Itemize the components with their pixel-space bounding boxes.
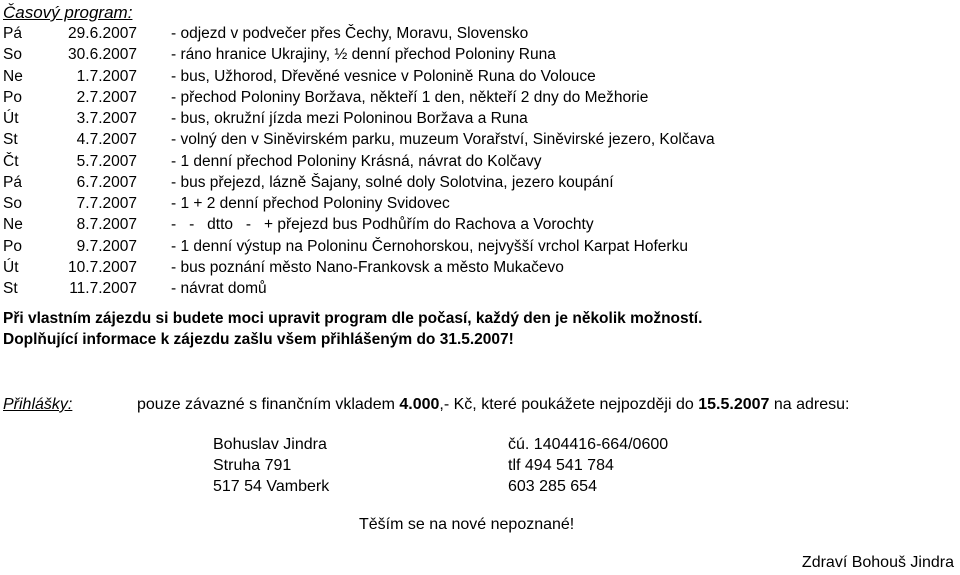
schedule-row <box>3 259 953 280</box>
schedule-date: 2.7.2007 <box>76 88 137 106</box>
schedule-description: - bus přejezd, lázně Šajany, solné doly Solotvina, jezero koupání <box>171 173 614 191</box>
applications-deadline: 15.5.2007 <box>698 396 770 413</box>
schedule-date: 30.6.2007 <box>68 46 137 64</box>
schedule-description: - 1 denní přechod Poloniny Krásná, návrat do Kolčavy <box>171 152 542 170</box>
schedule-description: - bus poznání město Nano-Frankovsk a město Mukačevo <box>171 258 564 276</box>
schedule-row <box>3 68 953 89</box>
schedule-description: - ráno hranice Ukrajiny, ½ denní přechod Poloniny Runa <box>171 46 556 64</box>
schedule-day: St <box>3 280 18 297</box>
schedule-row <box>3 216 953 237</box>
note-line-1: Při vlastním zájezdu si budete moci upravit program dle počasí, každý den je několik možností. <box>3 310 703 327</box>
address-phone: tlf 494 541 784 <box>508 457 614 474</box>
schedule-description: - bus, Užhorod, Dřevěné vesnice v Polonině Runa do Volouce <box>171 67 596 85</box>
schedule-date: 8.7.2007 <box>76 216 137 234</box>
schedule-day: St <box>3 131 18 149</box>
schedule-row <box>3 174 953 195</box>
schedule-description: - odjezd v podvečer přes Čechy, Moravu, Slovensko <box>171 25 529 42</box>
address-account: čú. 1404416-664/0600 <box>508 436 669 453</box>
schedule-row <box>3 280 953 301</box>
schedule-description: - přechod Poloniny Boržava, někteří 1 den, někteří 2 dny do Mežhorie <box>171 88 649 106</box>
schedule-day: Pá <box>3 25 22 42</box>
schedule-description: - 1 + 2 denní přechod Poloniny Svidovec <box>171 195 450 212</box>
schedule-row <box>3 110 953 131</box>
schedule-day: Ne <box>3 216 23 234</box>
schedule-heading: Časový program: <box>3 3 133 22</box>
schedule-day: Čt <box>3 152 19 170</box>
schedule-day: Út <box>3 258 19 276</box>
schedule-day: Út <box>3 110 19 127</box>
schedule-date: 5.7.2007 <box>76 152 137 170</box>
schedule-day: Pá <box>3 173 22 191</box>
address-name: Bohuslav Jindra <box>213 436 327 453</box>
applications-amount: 4.000 <box>399 396 440 413</box>
applications-text <box>137 396 849 414</box>
signature: Zdraví Bohouš Jindra <box>801 554 954 571</box>
schedule-description: - 1 denní výstup na Poloninu Černohorskou, nejvyšší vrchol Karpat Hoferku <box>171 237 688 255</box>
schedule-description: - - dtto - + přejezd bus Podhůřím do Rachova a Vorochty <box>171 216 594 234</box>
note-line-2: Doplňující informace k zájezdu zašlu všem přihlášeným do 31.5.2007! <box>3 331 514 348</box>
schedule-date: 6.7.2007 <box>76 173 137 191</box>
schedule-date: 29.6.2007 <box>68 25 137 42</box>
schedule-day: Po <box>3 88 22 106</box>
schedule-date: 3.7.2007 <box>76 110 137 127</box>
address-city: 517 54 Vamberk <box>213 478 330 495</box>
schedule-description: - bus, okružní jízda mezi Poloninou Boržava a Runa <box>171 110 528 127</box>
schedule-row <box>3 131 953 152</box>
applications-label: Přihlášky: <box>3 396 73 413</box>
schedule-description: - volný den v Siněvirském parku, muzeum Vorařství, Siněvirské jezero, Kolčava <box>171 131 715 149</box>
schedule-row <box>3 153 953 174</box>
schedule-description: - návrat domů <box>171 280 267 297</box>
schedule-date: 10.7.2007 <box>68 258 137 276</box>
applications-text-c: na adresu: <box>769 396 850 413</box>
address-street: Struha 791 <box>213 457 292 474</box>
schedule-date: 1.7.2007 <box>76 67 137 85</box>
schedule-day: So <box>3 195 22 212</box>
address-mobile: 603 285 654 <box>508 478 597 495</box>
schedule-day: So <box>3 46 22 64</box>
schedule-date: 9.7.2007 <box>76 237 137 255</box>
applications-text-a: pouze závazné s finančním vkladem <box>137 396 400 413</box>
schedule-date: 7.7.2007 <box>76 195 137 212</box>
schedule-date: 4.7.2007 <box>76 131 137 149</box>
applications-text-b: ,- Kč, které poukážete nejpozději do <box>439 396 699 413</box>
schedule-day: Ne <box>3 67 23 85</box>
closing-line: Těším se na nové nepoznané! <box>359 516 575 533</box>
schedule-day: Po <box>3 237 22 255</box>
schedule-row <box>3 238 953 259</box>
schedule-row <box>3 195 953 216</box>
schedule-date: 11.7.2007 <box>69 280 137 297</box>
schedule-row <box>3 25 953 46</box>
schedule-row <box>3 46 953 67</box>
schedule-row <box>3 89 953 110</box>
